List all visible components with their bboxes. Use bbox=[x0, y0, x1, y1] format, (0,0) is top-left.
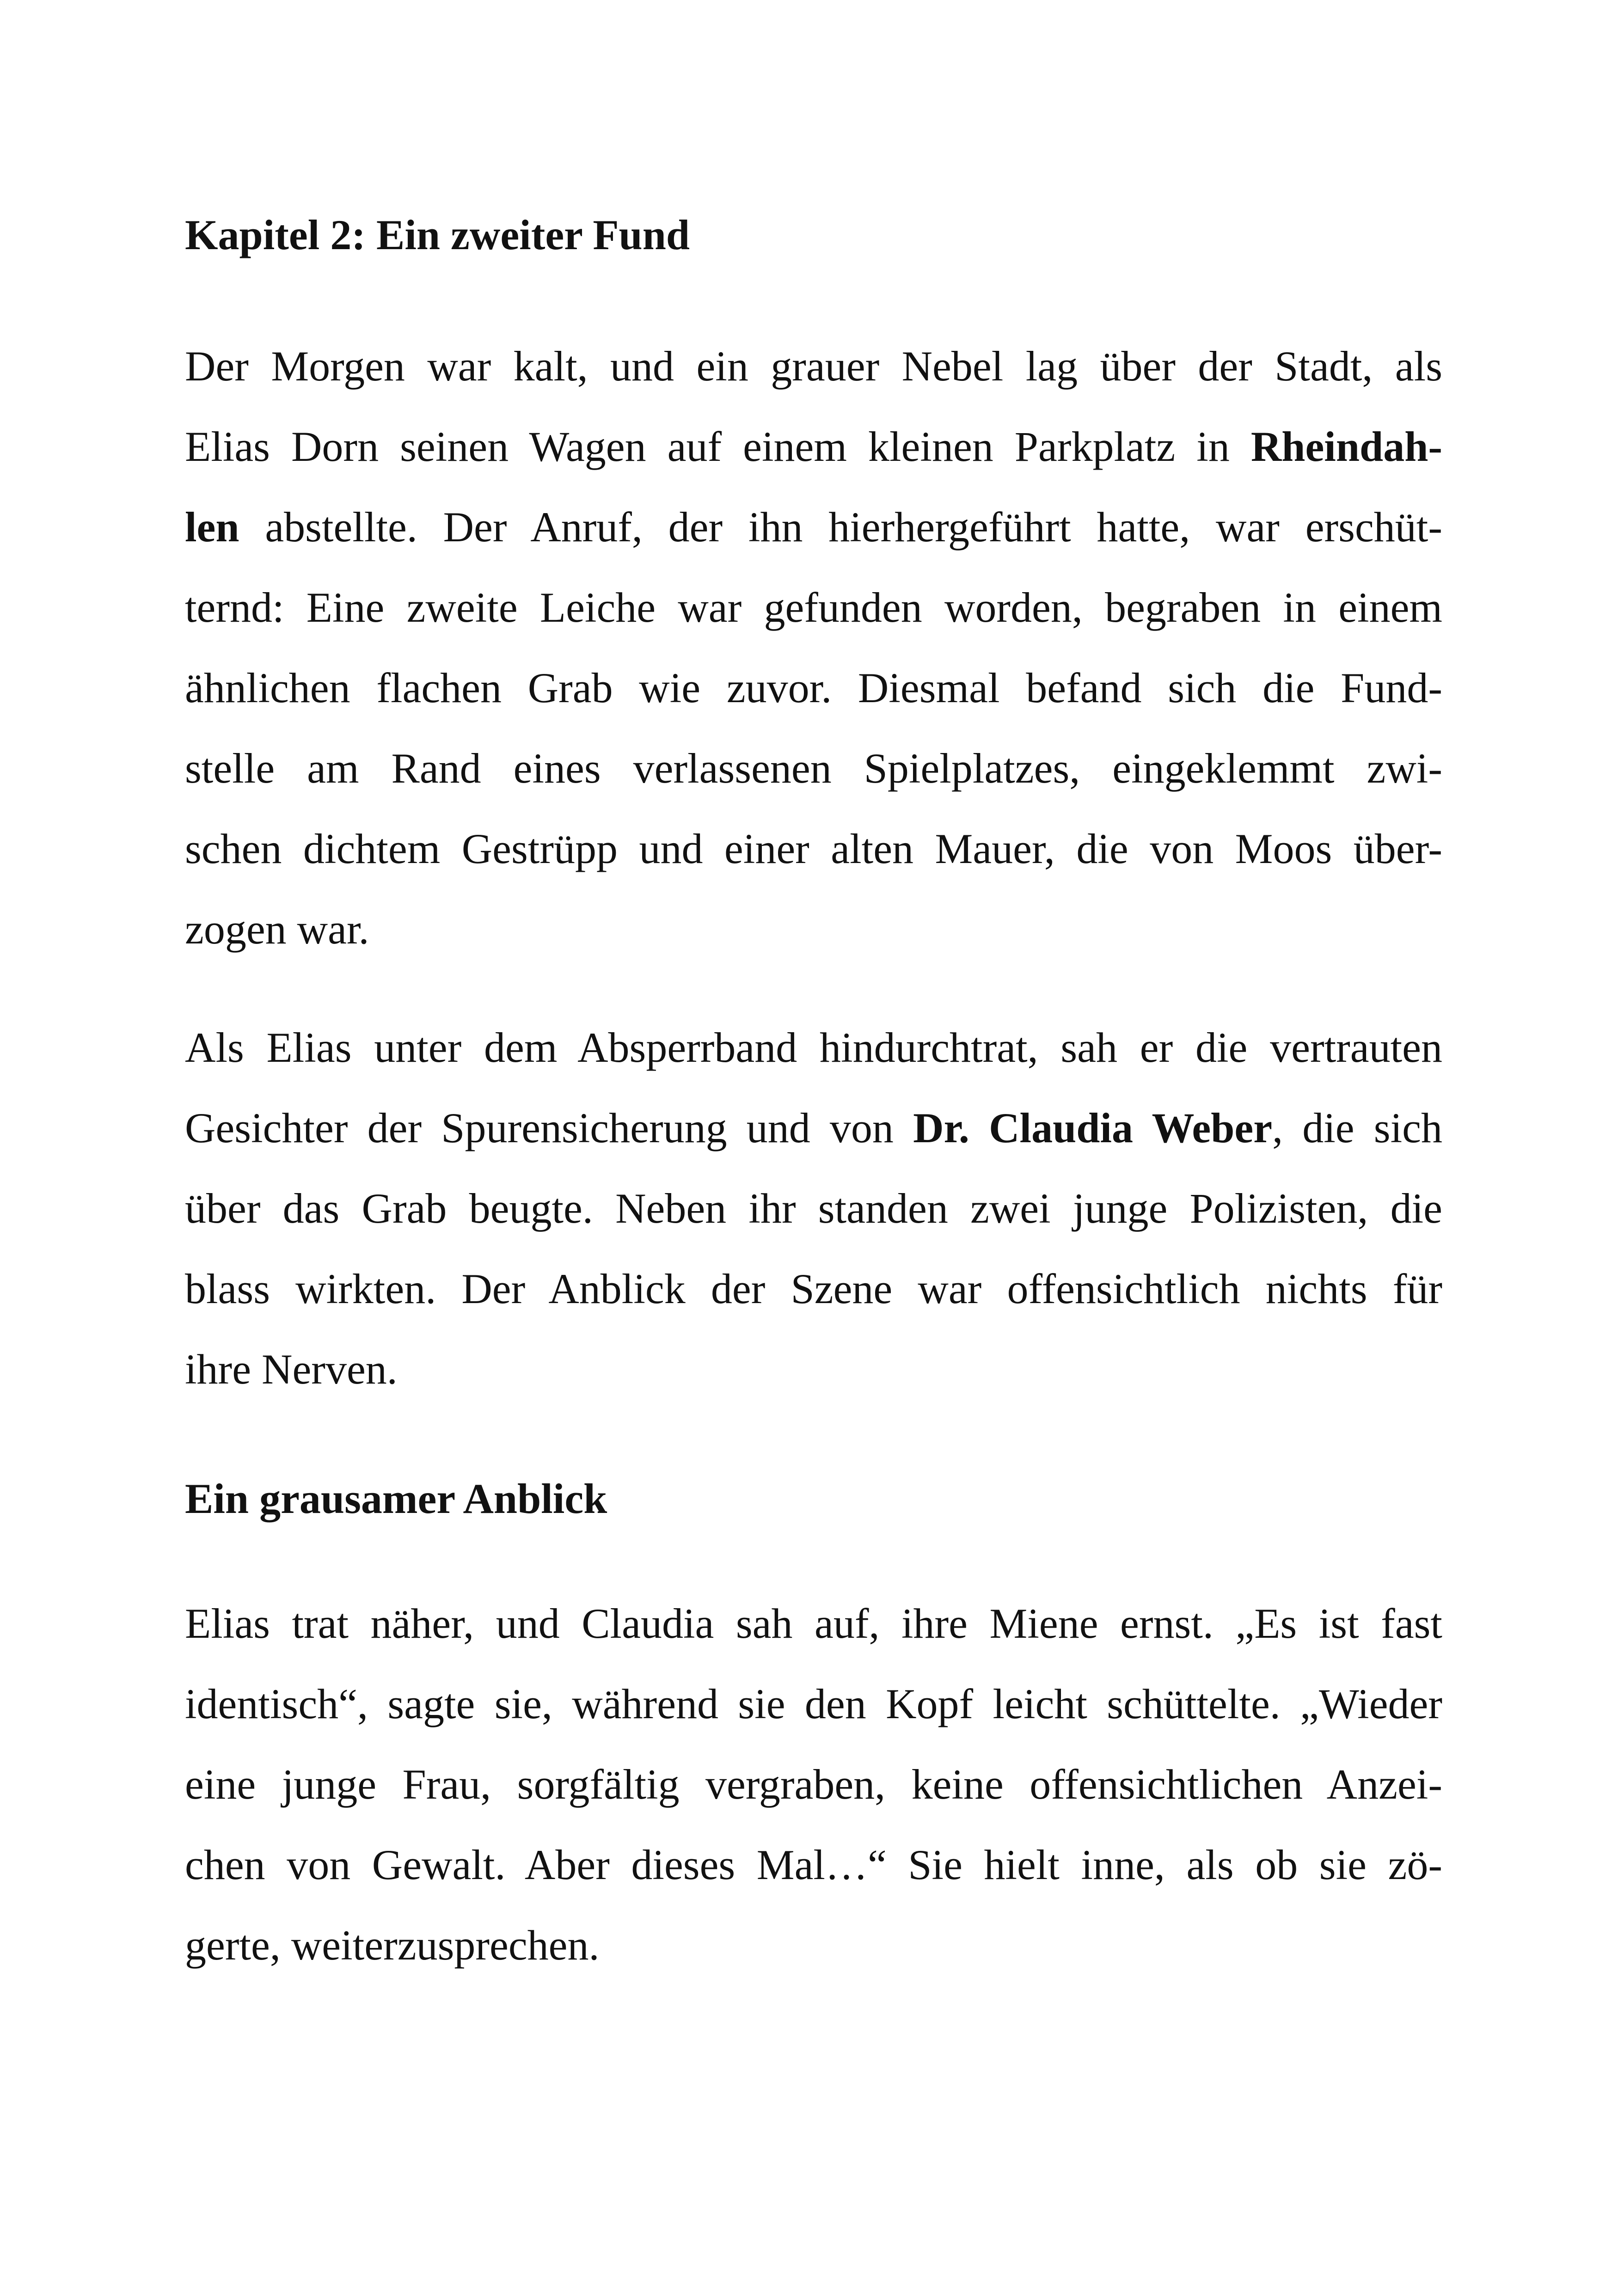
text-run: blass wirkten. Der Anblick der Szene war offensichtlich nichts für bbox=[185, 1265, 1442, 1312]
text-run: ternd: Eine zweite Leiche war gefunden worden, begraben in einem bbox=[185, 584, 1442, 631]
text-run: eine junge Frau, sorgfältig vergraben, keine offensichtlichen Anzei- bbox=[185, 1761, 1442, 1808]
text-line bbox=[185, 664, 1442, 711]
text-line bbox=[185, 1346, 1442, 1393]
text-run: stelle am Rand eines verlassenen Spielplatzes, eingeklemmt zwi- bbox=[185, 745, 1442, 792]
text-run: Gesichter der Spurensicherung und von bbox=[185, 1104, 913, 1151]
chapter-title: Kapitel 2: Ein zweiter Fund bbox=[185, 211, 690, 258]
text-line bbox=[185, 425, 1442, 468]
text-line bbox=[185, 1922, 1442, 1969]
text-line bbox=[185, 343, 1442, 390]
bold-text-run: len bbox=[185, 503, 239, 551]
text-run: über das Grab beugte. Neben ihr standen zwei junge Polizisten, die bbox=[185, 1185, 1442, 1232]
text-run: ihre Nerven. bbox=[185, 1346, 398, 1393]
text-line bbox=[185, 1680, 1442, 1727]
text-run: Elias Dorn seinen Wagen auf einem kleinen Parkplatz in bbox=[185, 423, 1251, 470]
section-title: Ein grausamer Anblick bbox=[185, 1475, 607, 1522]
text-run: Der Morgen war kalt, und ein grauer Nebel lag über der Stadt, als bbox=[185, 343, 1442, 390]
text-run: chen von Gewalt. Aber dieses Mal…“ Sie hielt inne, als ob sie zö- bbox=[185, 1841, 1442, 1888]
text-line bbox=[185, 503, 1442, 551]
text-line bbox=[185, 747, 1442, 790]
bold-text-run: Dr. Claudia Weber bbox=[913, 1104, 1273, 1151]
text-run: Elias trat näher, und Claudia sah auf, ihre Miene ernst. „Es ist fast bbox=[185, 1600, 1442, 1647]
bold-text-run: Rheindah- bbox=[1250, 423, 1442, 470]
text-run: schen dichtem Gestrüpp und einer alten Mauer, die von Moos über- bbox=[185, 825, 1442, 872]
text-line bbox=[185, 1104, 1442, 1151]
text-line bbox=[185, 906, 1442, 953]
text-run: gerte, weiterzusprechen. bbox=[185, 1922, 600, 1969]
text-run: abstellte. Der Anruf, der ihn hierhergeführt hatte, war erschüt- bbox=[239, 503, 1442, 551]
text-line bbox=[185, 1763, 1442, 1806]
text-line bbox=[185, 1602, 1442, 1645]
text-line bbox=[185, 586, 1442, 629]
text-line bbox=[185, 827, 1442, 870]
text-line bbox=[185, 1843, 1442, 1886]
text-line bbox=[185, 1187, 1442, 1230]
text-line bbox=[185, 1026, 1442, 1069]
document-page bbox=[185, 0, 1442, 2296]
text-run: ähnlichen flachen Grab wie zuvor. Diesmal befand sich die Fund- bbox=[185, 664, 1442, 711]
text-run: identisch“, sagte sie, während sie den Kopf leicht schüttelte. „Wieder bbox=[185, 1680, 1442, 1727]
text-run: zogen war. bbox=[185, 906, 369, 953]
text-line bbox=[185, 1267, 1442, 1310]
text-run: , die sich bbox=[1272, 1104, 1442, 1151]
text-run: Als Elias unter dem Absperrband hindurchtrat, sah er die vertrauten bbox=[185, 1024, 1442, 1071]
